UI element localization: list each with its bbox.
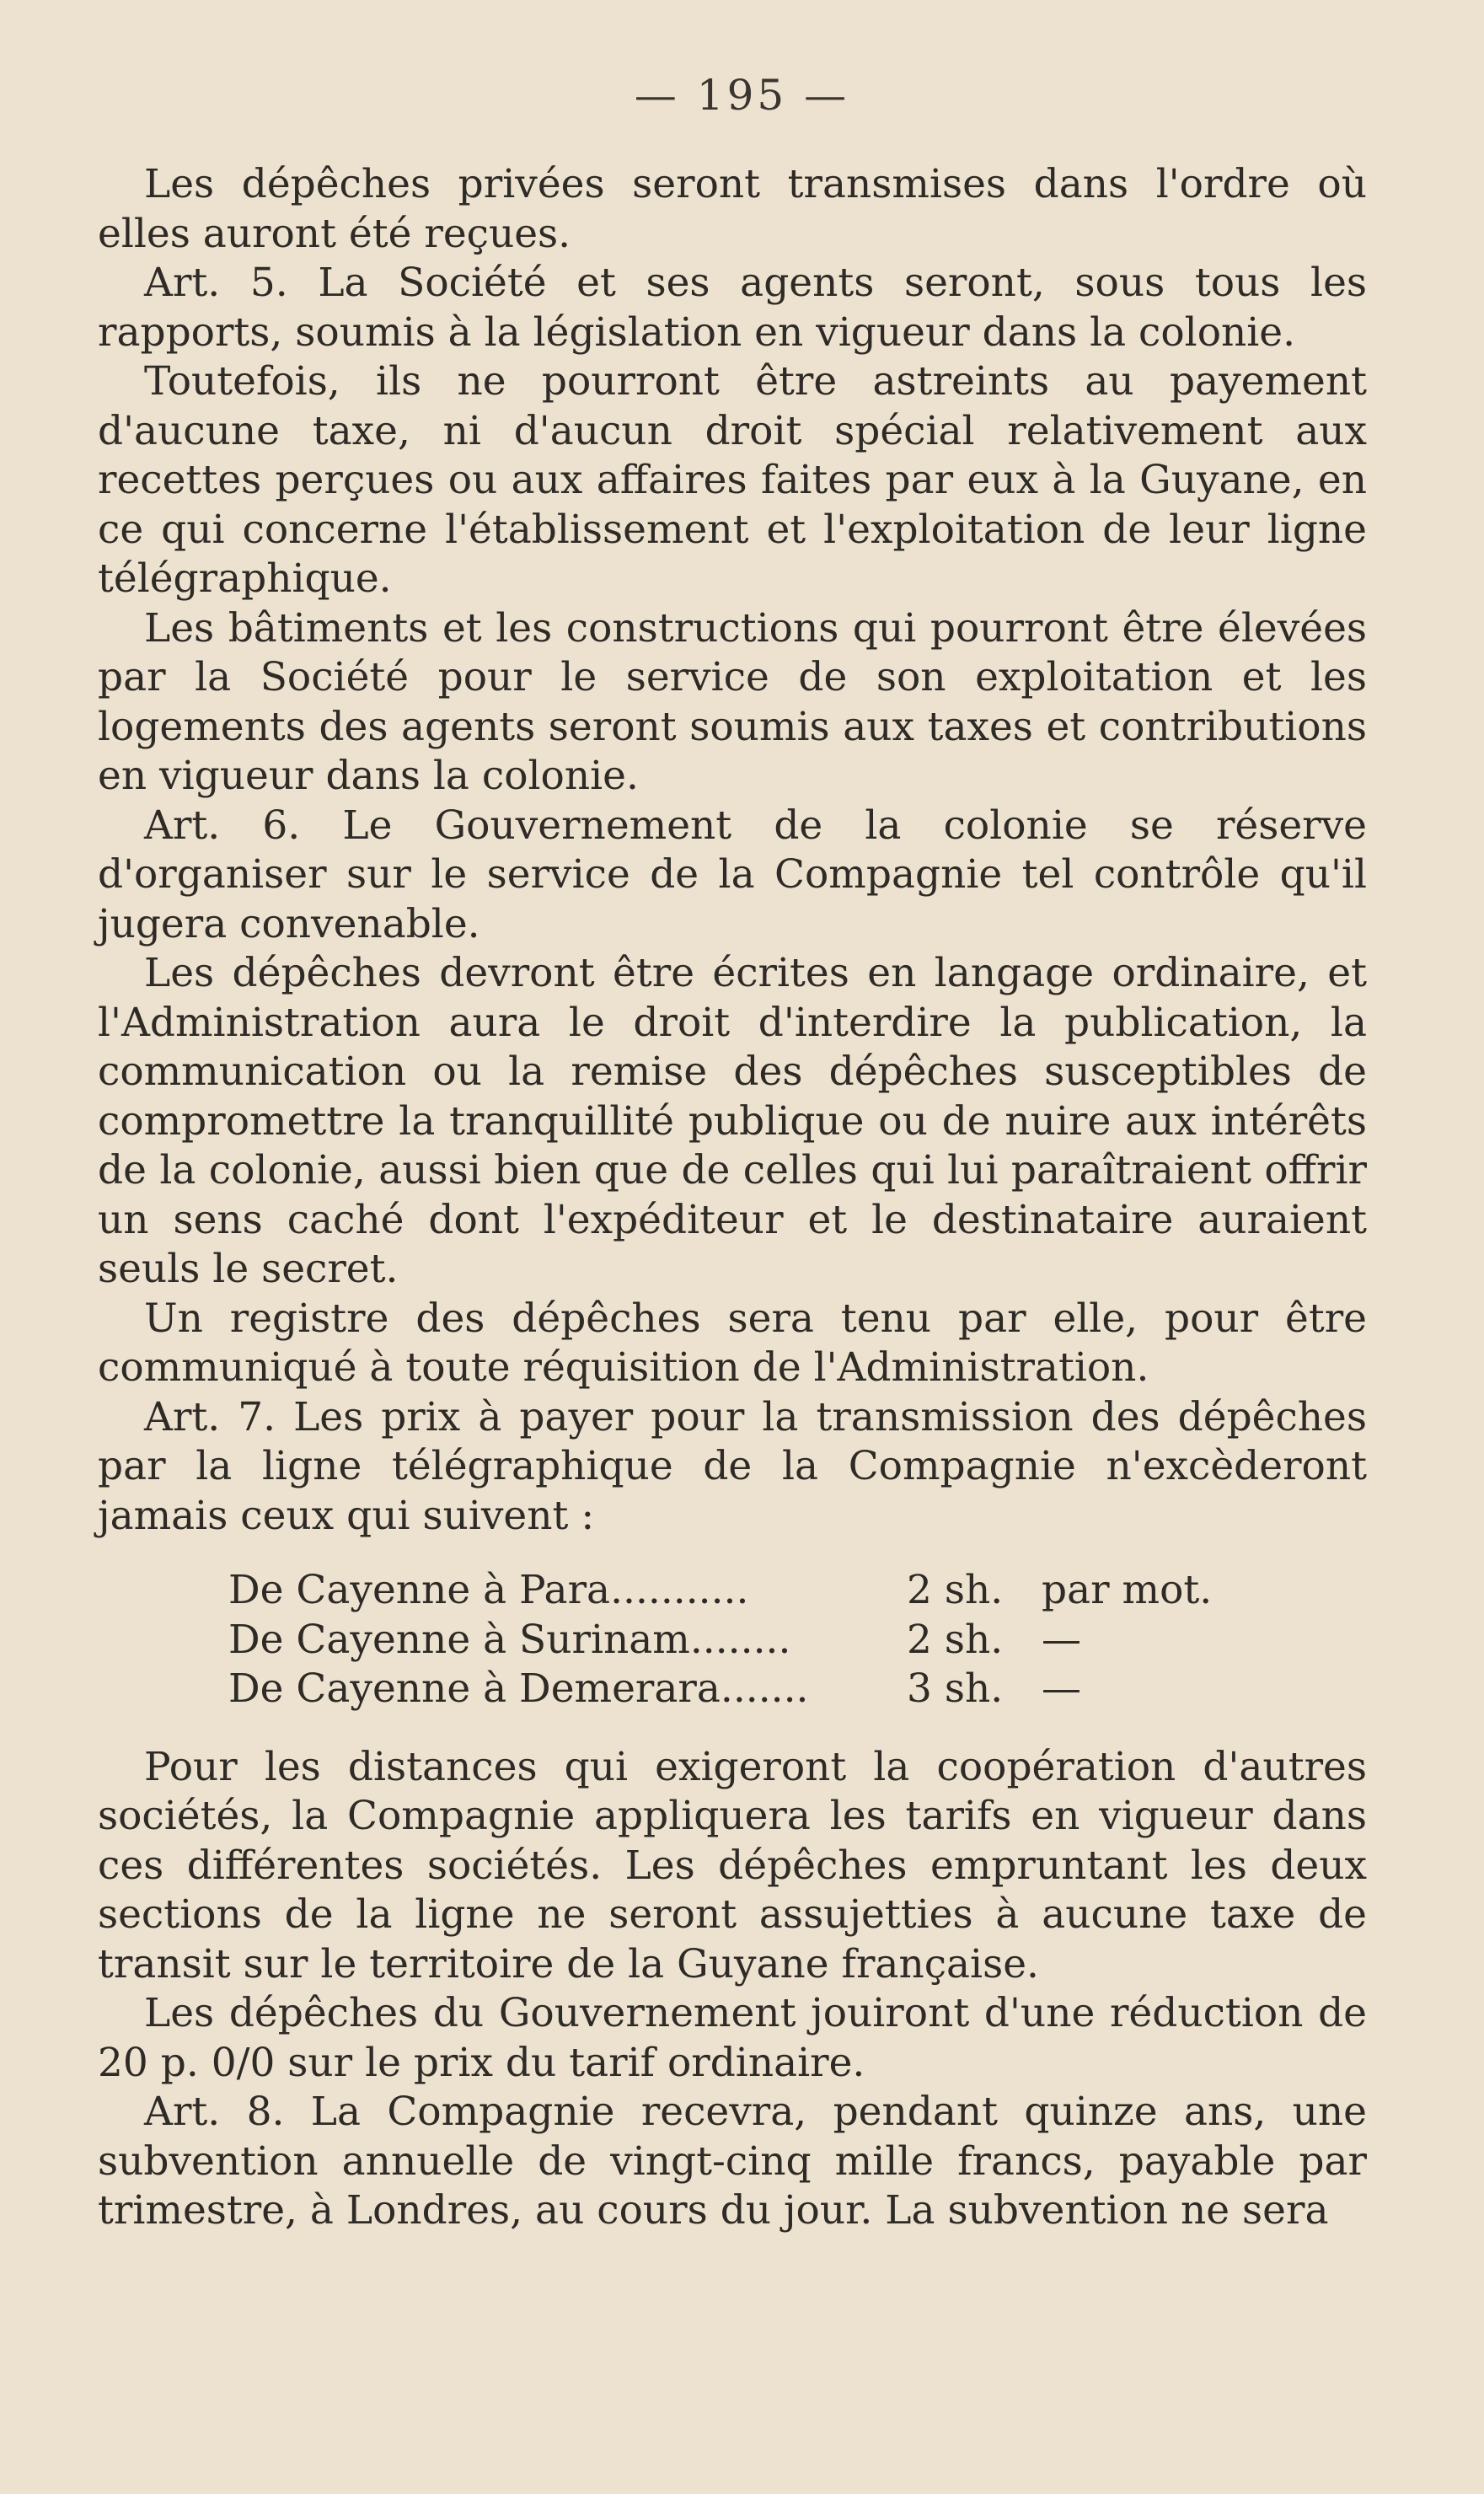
tariff-price: 3 sh. <box>907 1665 1004 1712</box>
paragraph-article-7: Art. 7. Les prix à payer pour la transmission des dépêches par la ligne télégraphique de la Compagnie n'excèderont jamais ceux qui suivent : <box>98 1393 1367 1539</box>
tariff-table <box>228 1566 1282 1714</box>
tariff-unit: par mot. <box>1042 1567 1213 1613</box>
tariff-row <box>228 1566 1282 1616</box>
paragraph-transmission-order: Les dépêches privées seront transmises dans l'ordre où elles auront été reçues. <box>98 161 1367 257</box>
paragraph-buildings: Les bâtiments et les constructions qui pourront être élevées par la Société pour le service de son exploitation et les logements des agents seront soumis aux taxes et contributions en vigueur dans la colonie. <box>98 604 1367 799</box>
tariff-route: De Cayenne à Surinam........ <box>228 1616 791 1663</box>
page-body <box>98 160 1367 2236</box>
tariff-row <box>228 1616 1282 1665</box>
paragraph-other-companies: Pour les distances qui exigeront la coopération d'autres sociétés, la Compagnie appliquera les tarifs en vigueur dans ces différentes sociétés. Les dépêches empruntant les deux sections de la ligne ne seront assujetties à aucune taxe de transit sur le territoire de la Guyane française. <box>98 1743 1367 1987</box>
paragraph-government-discount: Les dépêches du Gouvernement jouiront d'une réduction de 20 p. 0/0 sur le prix du tarif ordinaire. <box>98 1990 1367 2086</box>
tariff-row <box>228 1665 1282 1714</box>
tariff-price: 2 sh. <box>907 1616 1004 1663</box>
paragraph-article-5: Art. 5. La Société et ses agents seront, sous tous les rapports, soumis à la législation en vigueur dans la colonie. <box>98 260 1367 356</box>
tariff-unit: — <box>1042 1616 1081 1663</box>
tariff-price: 2 sh. <box>907 1567 1004 1613</box>
paragraph-register: Un registre des dépêches sera tenu par elle, pour être communiqué à toute réquisition de l'Administration. <box>98 1295 1367 1391</box>
page-number: — 195 — <box>634 71 850 120</box>
tariff-unit: — <box>1042 1665 1081 1712</box>
paragraph-tax-exemption: Toutefois, ils ne pourront être astreints au payement d'aucune taxe, ni d'aucun droit spécial relativement aux recettes perçues ou aux affaires faites par eux à la Guyane, en ce qui concerne l'établissement et l'exploitation de leur ligne télégraphique. <box>98 358 1367 602</box>
tariff-route: De Cayenne à Demerara....... <box>228 1665 809 1712</box>
tariff-route: De Cayenne à Para........... <box>228 1567 749 1613</box>
paragraph-article-6: Art. 6. Le Gouvernement de la colonie se réserve d'organiser sur le service de la Compagnie tel contrôle qu'il jugera convenable. <box>98 802 1367 947</box>
paragraph-article-8: Art. 8. La Compagnie recevra, pendant quinze ans, une subvention annuelle de vingt-cinq mille francs, payable par trimestre, à Londres, au cours du jour. La subvention ne sera <box>98 2089 1367 2234</box>
paragraph-dispatch-language: Les dépêches devront être écrites en langage ordinaire, et l'Administration aura le droit d'interdire la publication, la communication ou la remise des dépêches susceptibles de compromettre la tranquillité publique ou de nuire aux intérêts de la colonie, aussi bien que de celles qui lui paraîtraient offrir un sens caché dont l'expéditeur et le destinataire auraient seuls le secret. <box>98 950 1367 1292</box>
